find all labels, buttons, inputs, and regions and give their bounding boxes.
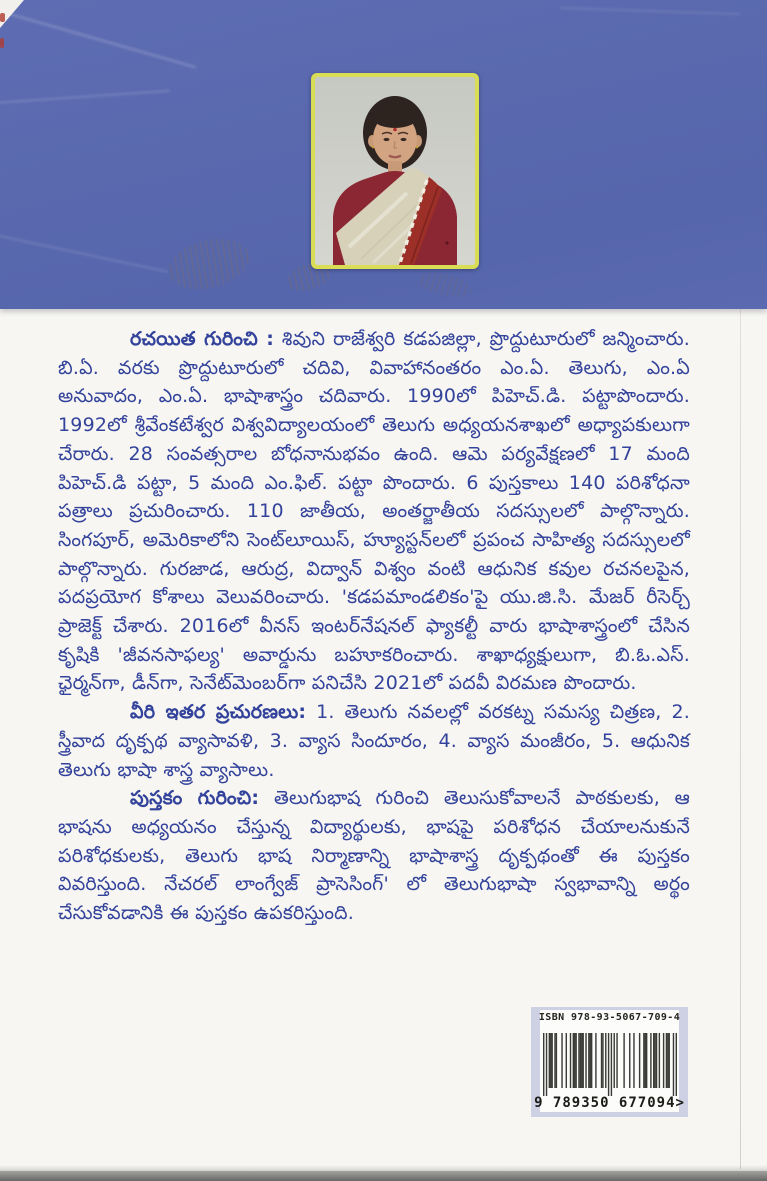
gold-flourish-mark [163,231,254,297]
about-author-heading: రచయిత గురించి : [130,328,275,350]
author-photo [315,77,475,265]
about-book-heading: పుస్తకం గురించి: [130,787,260,810]
about-author-text: శివుని రాజేశ్వరి కడపజిల్లా, ప్రొద్దుటూరులో జన్మించారు. బి.ఏ. వరకు ప్రొద్దుటూరులో చదివి, వివాహానంతరం ఎం.ఏ. తెలుగు, ఎం.ఏ అనువాదం, ఎం.ఏ. భాషాశాస్త్రం చదివారు. 1990లో పిహెచ్.డి. పట్టాపొందారు. 1992లో శ్రీవేంకటేశ్వర విశ్వవిద్యాలయంలో తెలుగు అధ్యయనశాఖలో అధ్యాపకులుగా చేరారు. 28 సంవత్సరాల బోధనానుభవం ఉంది. ఆమె పర్యవేక్షణలో 17 మంది పిహెచ్.డి పట్టా, 5 మంది ఎం.ఫిల్. పట్టా పొందారు. 6 పుస్తకాలు 140 పరిశోధనా పత్రాలు ప్రచురించారు. 110 జాతీయ, అంతర్జాతీయ సదస్సులలో పాల్గొన్నారు. సింగపూర్, అమెరికాలోని సెంట్‌లూయిస్, హ్యూస్టన్‌లలో ప్రపంచ సాహిత్య సదస్సులలో పాల్గొన్నారు. గురజాడ, ఆరుద్ర, విద్వాన్ విశ్వం వంటి ఆధునిక కవుల రచనలపైన, పదప్రయోగ కోశాలు వెలువరించారు. 'కడపమాండలికం'పై యు.జి.సి. మేజర్ రీసెర్చ్ ప్రాజెక్ట్ చేశారు. 2016లో వీనస్ ఇంటర్‌నేషనల్ ఫ్యాకల్టీ వారు భాషాశాస్త్రంలో చేసిన కృషికి 'జీవనసాఫల్య' అవార్డును బహూకరించారు. శాఖాధ్యక్షులుగా, బి.ఓ.ఎస్. ఛైర్మన్‌గా, డీన్‌గా, సెనేట్‌మెంబర్‌గా పనిచేసి 2021లో పదవీ విరమణ పొందారు. [58,328,690,695]
paragraph-other-publications [58,698,690,784]
barcode-bars [543,1033,677,1096]
crease-mark [560,7,740,15]
paragraph-about-book [58,784,690,928]
crease-mark [0,229,168,273]
crease-mark [0,6,196,69]
page-edge-line [740,309,741,1169]
scan-speck [0,38,4,48]
barcode-panel [534,1010,685,1112]
back-cover-blurb [58,325,690,928]
author-photo-frame [311,73,479,269]
gold-flourish-mark [416,269,473,302]
crease-mark [0,90,170,105]
isbn-label: ISBN 978-93-5067-709-4 [538,1012,681,1023]
barcode-digits: 9 789350 677094> [534,1095,685,1111]
scan-edge-strip [0,1170,767,1181]
scan-speck [0,13,5,22]
cover-top-panel [0,0,767,309]
isbn-barcode-block [531,1007,688,1117]
other-publications-heading: వీరి ఇతర ప్రచురణలు: [130,701,307,724]
paragraph-about-author [58,325,690,698]
about-book-text: తెలుగుభాష గురించి తెలుసుకోవాలనే పాఠకులకు, ఆ భాషను అధ్యయనం చేస్తున్న విద్యార్థులకు, భాషపై పరిశోధన చేయాలనుకునే పరిశోధకులకు, తెలుగు భాష నిర్మాణాన్ని భాషాశాస్త్ర దృక్పథంతో ఈ పుస్తకం వివరిస్తుంది. నేచరల్ లాంగ్వేజ్ ప్రాసెసింగ్' లో తెలుగుభాషా స్వభావాన్ని అర్థం చేసుకోవడానికి ఈ పుస్తకం ఉపకరిస్తుంది. [58,787,691,925]
other-publications-text: 1. తెలుగు నవలల్లో వరకట్న సమస్య చిత్రణ, 2. స్త్రీవాద దృక్పథ వ్యాసావళి, 3. వ్యాస సిందూరం, 4. వ్యాస మంజీరం, 5. ఆధునిక తెలుగు భాషా శాస్త్ర వ్యాసాలు. [58,701,690,781]
author-portrait-illustration [315,77,475,265]
